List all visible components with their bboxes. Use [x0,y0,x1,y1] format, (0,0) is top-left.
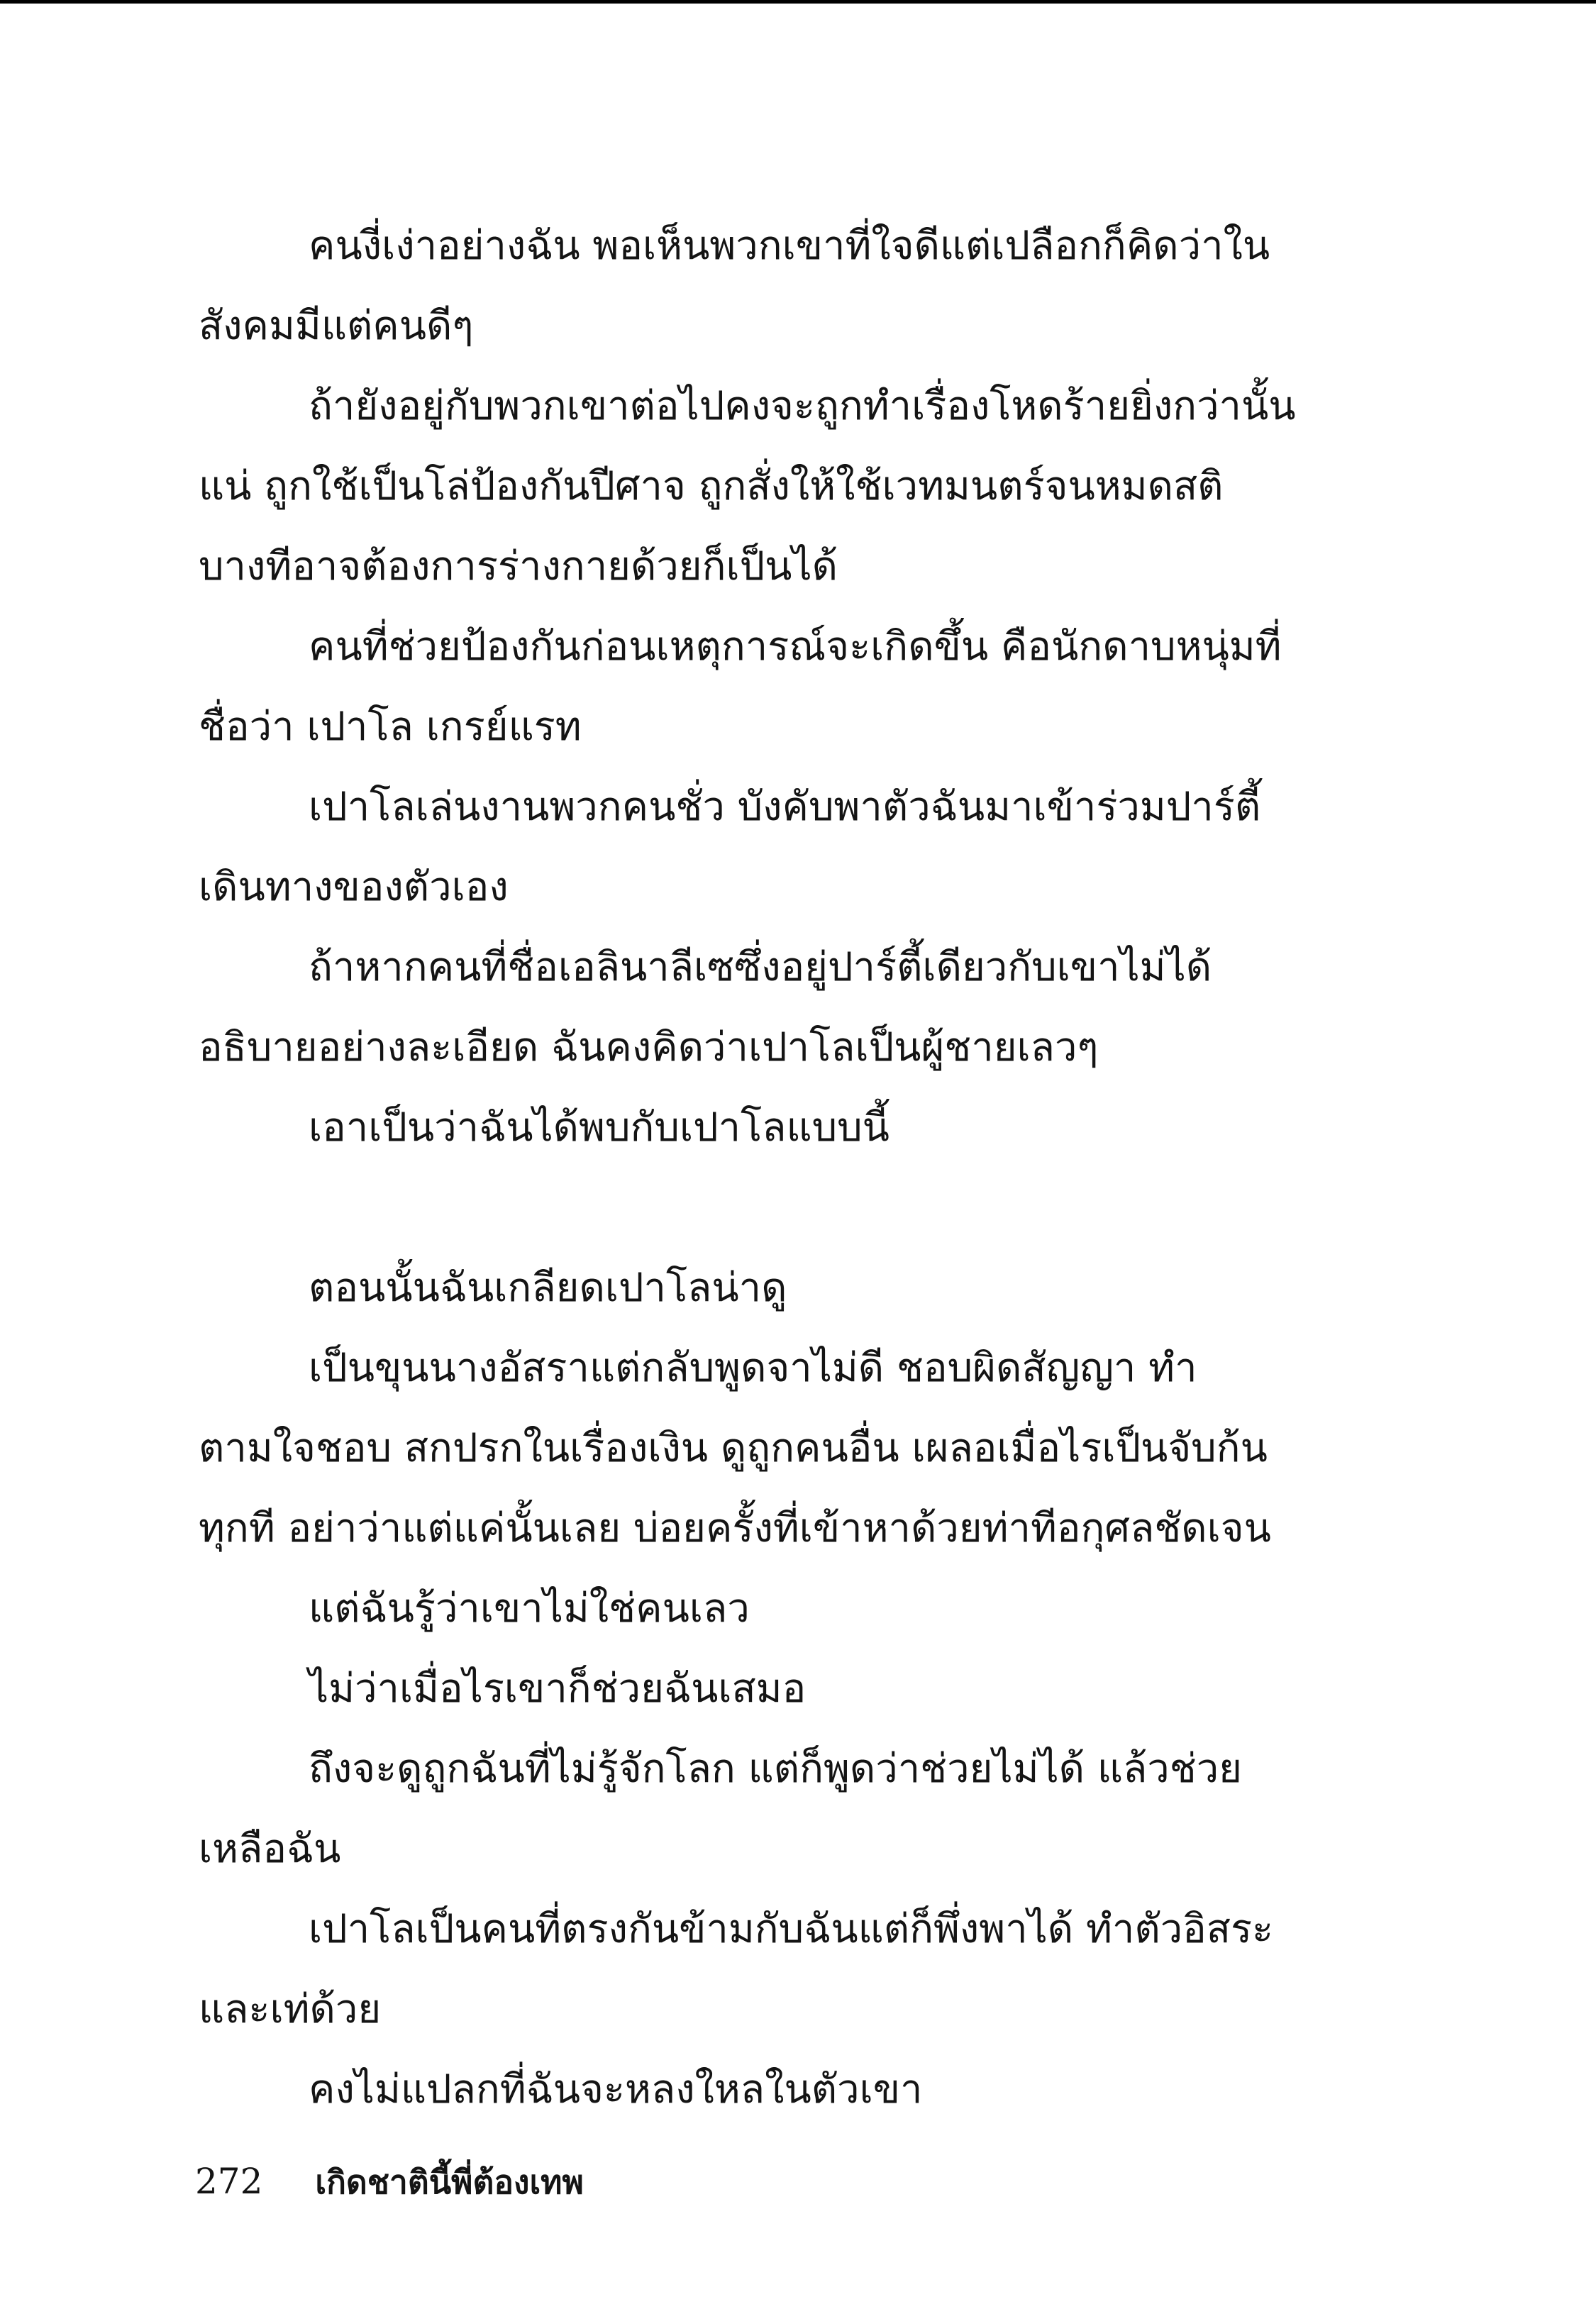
page-number: 272 [195,2161,263,2202]
paragraph-3: คนที่ช่วยป้องกันก่อนเหตุการณ์จะเกิดขึ้น คือนักดาบหนุ่มที่ชื่อว่า เปาโล เกรย์แรท [199,624,1282,750]
paragraph-7: ตอนนั้นฉันเกลียดเปาโลน่าดู [309,1265,787,1311]
paragraph-10: ไม่ว่าเมื่อไรเขาก็ช่วยฉันเสมอ [309,1666,807,1712]
paragraph-8: เป็นขุนนางอัสราแต่กลับพูดจาไม่ดี ชอบผิดสัญญา ทำตามใจชอบ สกปรกในเรื่องเงิน ดูถูกคนอื่น เผลอเมื่อไรเป็นจับก้นทุกที อย่าว่าแต่แค่นั้นเลย บ่อยครั้งที่เข้าหาด้วยท่าทีอกุศลชัดเจน [199,1345,1271,1551]
paragraph-4: เปาโลเล่นงานพวกคนชั่ว บังคับพาตัวฉันมาเข้าร่วมปาร์ตี้เดินทางของตัวเอง [199,784,1261,910]
section-break [199,1168,1302,1248]
paragraph-11: ถึงจะดูถูกฉันที่ไม่รู้จักโลก แต่ก็พูดว่าช่วยไม่ได้ แล้วช่วยเหลือฉัน [199,1746,1242,1872]
top-border-rule [0,0,1596,4]
page-body-text [199,206,1302,2130]
paragraph-5: ถ้าหากคนที่ชื่อเอลินาลีเซซึ่งอยู่ปาร์ตี้เดียวกับเขาไม่ได้อธิบายอย่างละเอียด ฉันคงคิดว่าเปาโลเป็นผู้ชายเลวๆ [199,944,1212,1070]
running-title: เกิดชาตินี้พี่ต้องเทพ [315,2163,584,2201]
paragraph-12: เปาโลเป็นคนที่ตรงกันข้ามกับฉันแต่ก็พึ่งพาได้ ทำตัวอิสระและเท่ด้วย [199,1906,1274,2032]
paragraph-1: คนงี่เง่าอย่างฉัน พอเห็นพวกเขาที่ใจดีแต่เปลือกก็คิดว่าในสังคมมีแต่คนดีๆ [199,223,1270,349]
paragraph-9: แต่ฉันรู้ว่าเขาไม่ใช่คนเลว [309,1585,750,1632]
page-footer [195,2157,584,2207]
paragraph-13: คงไม่แปลกที่ฉันจะหลงใหลในตัวเขา [309,2066,923,2113]
paragraph-2: ถ้ายังอยู่กับพวกเขาต่อไปคงจะถูกทำเรื่องโหดร้ายยิ่งกว่านั้นแน่ ถูกใช้เป็นโล่ป้องกันปีศาจ ถูกสั่งให้ใช้เวทมนตร์จนหมดสติ บางทีอาจต้องการร่างกายด้วยก็เป็นได้ [199,383,1296,589]
paragraph-6: เอาเป็นว่าฉันได้พบกับเปาโลแบบนี้ [309,1105,890,1151]
